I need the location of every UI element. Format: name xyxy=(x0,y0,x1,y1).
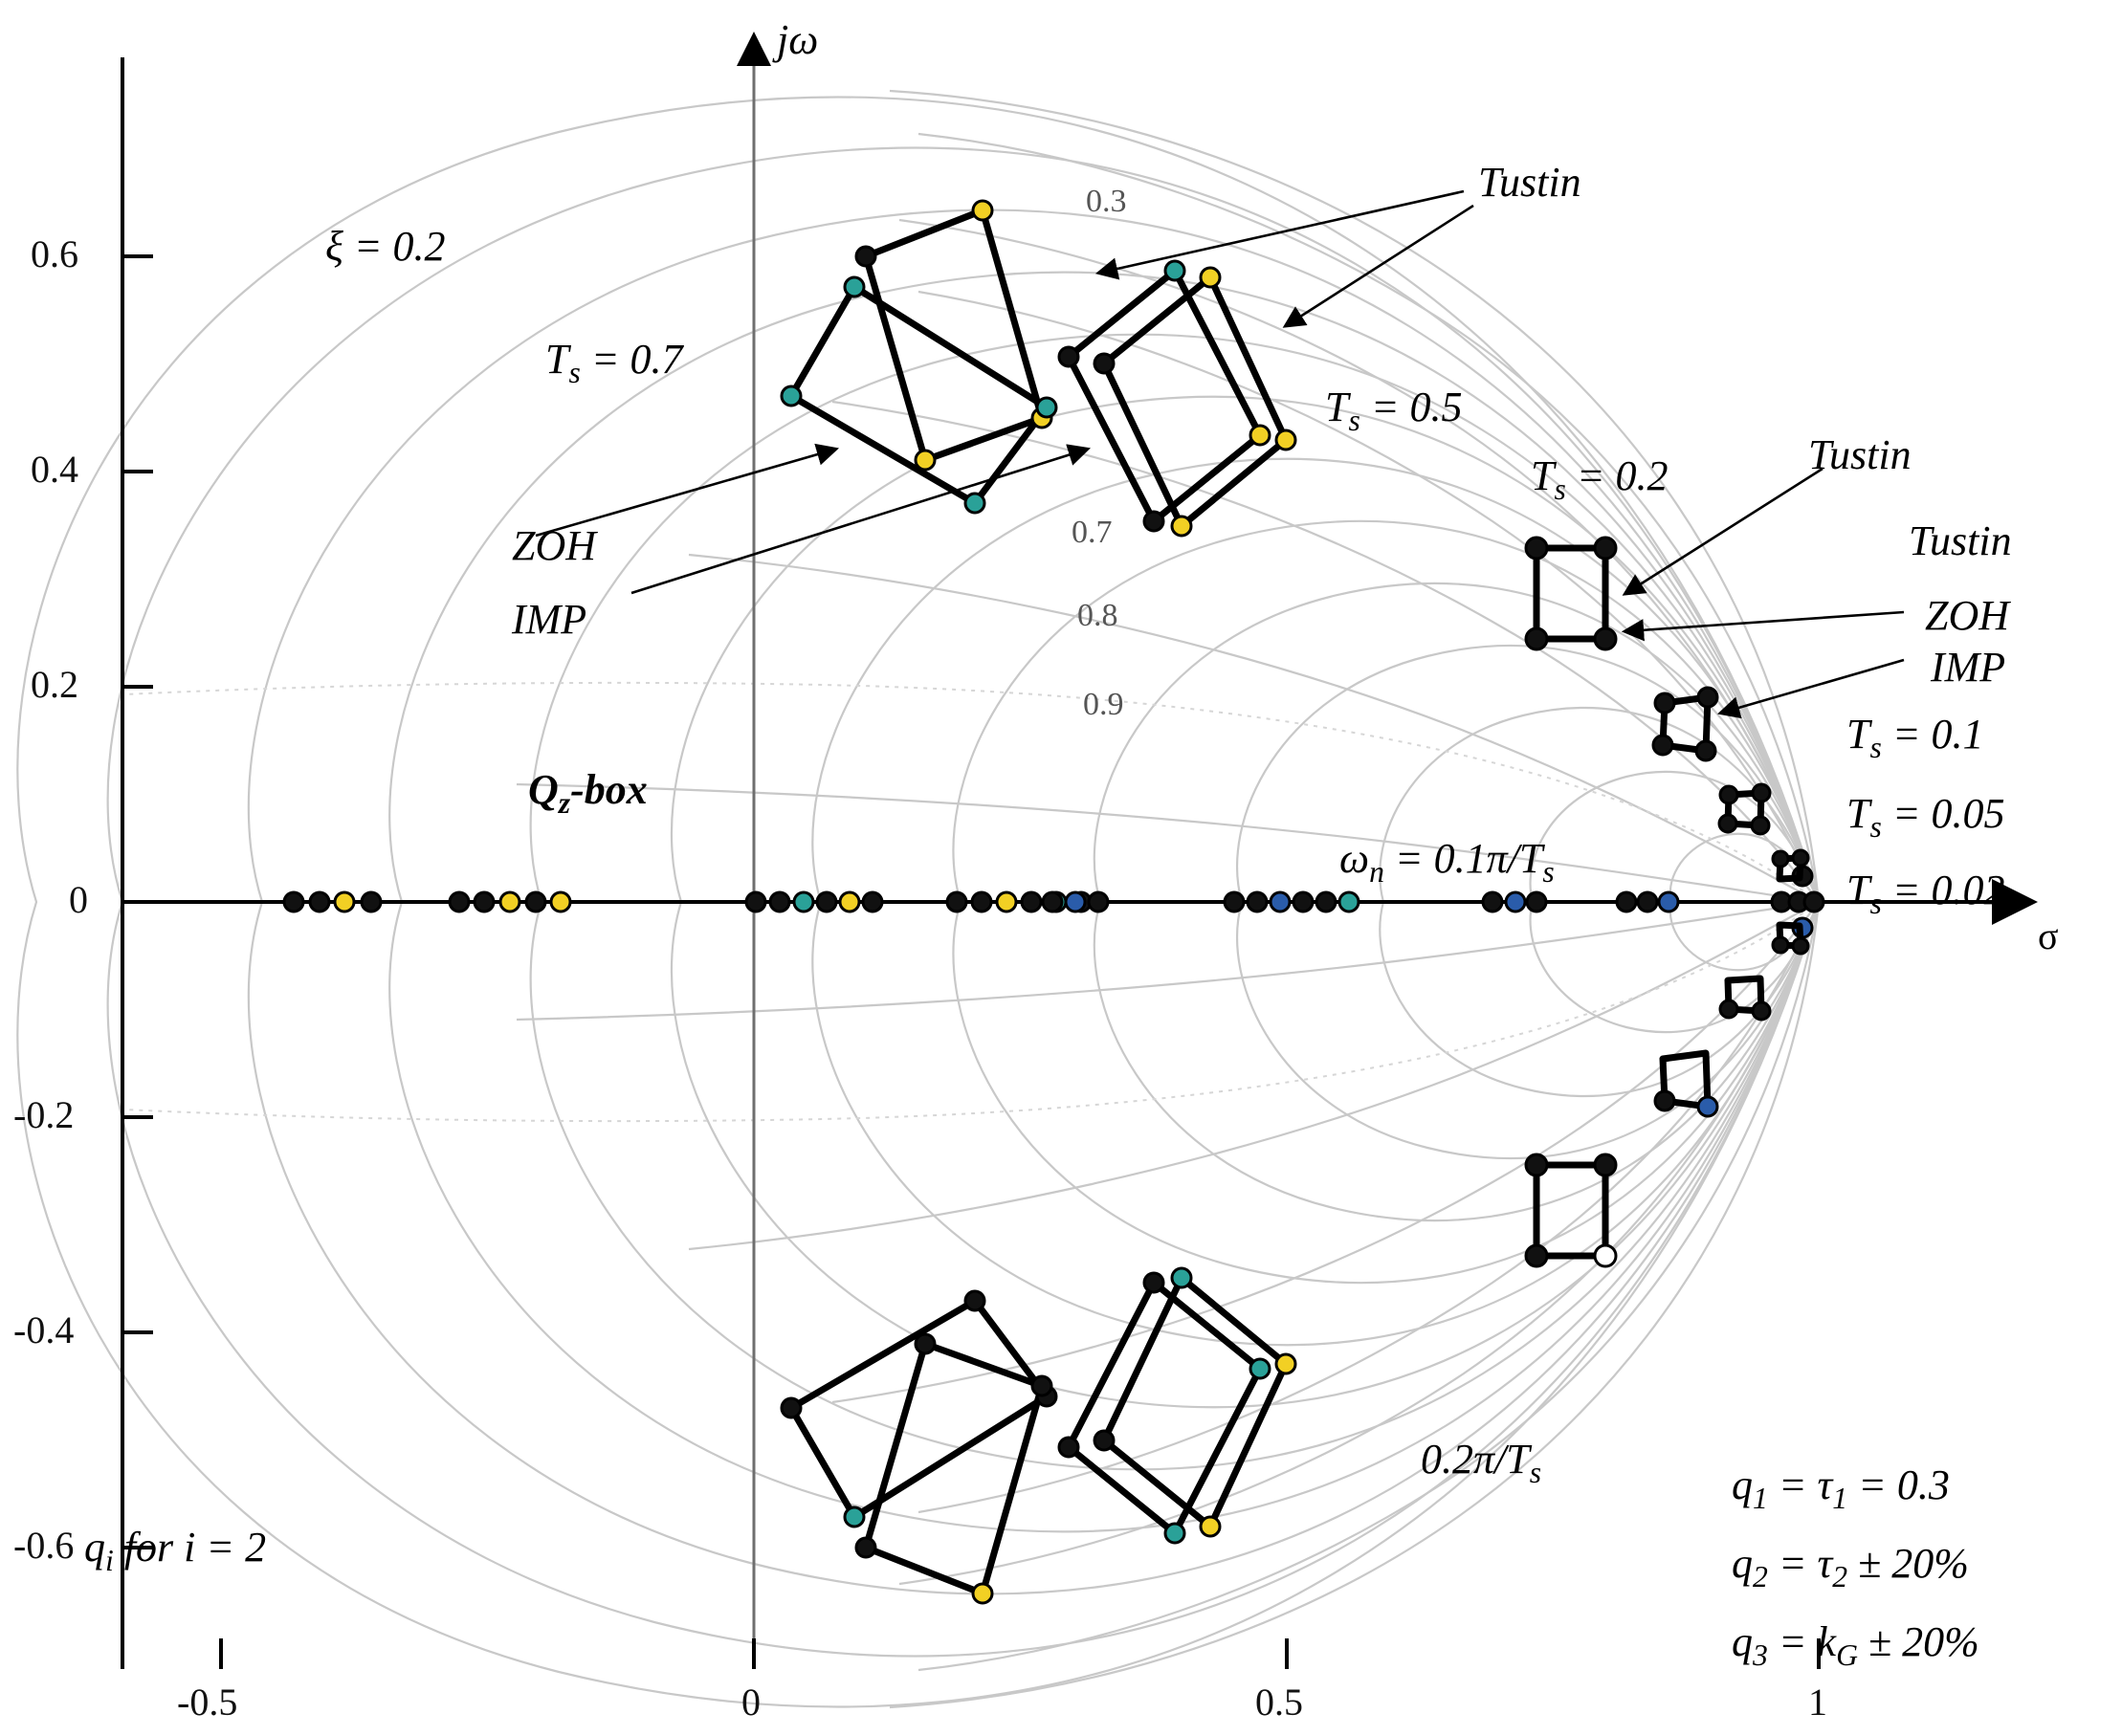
q2-sub2: 2 xyxy=(1832,1559,1848,1593)
freq-0-2pi-label xyxy=(1421,1435,1541,1490)
y-axis-label: jω xyxy=(777,16,819,63)
ts-0-7-label xyxy=(545,335,683,390)
ts-value: = 0.02 xyxy=(1881,867,2005,913)
tustin-label-ts02: Tustin xyxy=(1808,431,1912,478)
qz-q: Q xyxy=(528,766,559,813)
zoh-label-left: ZOH xyxy=(512,522,597,569)
ytick-0-6: 0.6 xyxy=(31,232,78,275)
ytick-neg0-4: -0.4 xyxy=(13,1308,75,1351)
qi-sub: i xyxy=(105,1543,114,1577)
ts-symbol: T xyxy=(1846,867,1870,913)
freq-text: 0.2π/T xyxy=(1421,1436,1530,1483)
ts-subscript: s xyxy=(1554,472,1566,506)
ts-symbol: T xyxy=(1846,790,1870,837)
grid-label-0-7: 0.7 xyxy=(1072,515,1113,550)
ts-0-1-label xyxy=(1846,710,1984,765)
q1-label xyxy=(1732,1461,1950,1516)
x-axis-label: σ xyxy=(2038,914,2059,957)
ytick-neg0-2: -0.2 xyxy=(13,1093,75,1136)
ts-subscript: s xyxy=(1869,730,1882,764)
q1-q: q xyxy=(1732,1461,1753,1508)
imp-label-right: IMP xyxy=(1931,644,2006,691)
q2-sub: 2 xyxy=(1753,1559,1768,1593)
xtick-1: 1 xyxy=(1808,1681,1827,1724)
ts-value: = 0.7 xyxy=(580,336,683,383)
ts-symbol: T xyxy=(1846,711,1870,758)
xtick-0: 0 xyxy=(741,1681,761,1724)
ytick-0: 0 xyxy=(69,878,88,921)
omega-ts-sub: s xyxy=(1542,854,1555,889)
qz-rest: -box xyxy=(570,766,648,813)
ts-symbol: T xyxy=(1325,384,1349,430)
q3-q: q xyxy=(1732,1618,1753,1665)
freq-sub: s xyxy=(1529,1455,1542,1489)
q1-sub: 1 xyxy=(1753,1481,1768,1515)
ts-value: = 0.2 xyxy=(1565,452,1669,499)
ts-subscript: s xyxy=(1869,809,1882,844)
axis-lines xyxy=(122,40,2026,1669)
qz-box-label xyxy=(528,765,648,821)
ts-value: = 0.1 xyxy=(1881,711,1984,758)
zoh-label-right: ZOH xyxy=(1925,592,2010,639)
ts-subscript: s xyxy=(1869,886,1882,920)
omega-symbol: ω xyxy=(1339,835,1370,882)
omega-sub: n xyxy=(1369,854,1384,889)
ts-symbol: T xyxy=(1531,452,1555,499)
omega-value: = 0.1π/T xyxy=(1383,835,1543,882)
xtick-neg0-5: -0.5 xyxy=(177,1681,238,1724)
qi-q: q xyxy=(84,1524,105,1571)
q3-rest: = k xyxy=(1767,1618,1837,1665)
q3-label xyxy=(1732,1617,1979,1673)
q3-val: ± 20% xyxy=(1857,1618,1979,1665)
ts-0-02-label xyxy=(1846,866,2005,921)
ytick-neg0-6: -0.6 xyxy=(13,1524,75,1567)
q2-label xyxy=(1732,1539,1969,1594)
ts-0-5-label xyxy=(1325,383,1463,438)
tustin-label-ts01: Tustin xyxy=(1909,517,2012,564)
ytick-0-4: 0.4 xyxy=(31,448,78,491)
q1-rest: = τ xyxy=(1767,1461,1833,1508)
grid-label-0-3: 0.3 xyxy=(1086,184,1127,219)
qi-rest: for i = 2 xyxy=(113,1524,267,1571)
q2-q: q xyxy=(1732,1540,1753,1587)
omega-n-label xyxy=(1339,834,1555,890)
q3-sub2: G xyxy=(1836,1637,1858,1672)
qi-for-label xyxy=(84,1523,266,1578)
ts-value: = 0.05 xyxy=(1881,790,2005,837)
ts-subscript: s xyxy=(1348,403,1360,437)
tustin-label-ts07: Tustin xyxy=(1478,159,1581,206)
grid-label-0-8: 0.8 xyxy=(1077,598,1118,633)
grid-label-0-9: 0.9 xyxy=(1083,687,1124,722)
ts-0-05-label xyxy=(1846,789,2005,845)
xtick-0-5: 0.5 xyxy=(1255,1681,1303,1724)
imp-label-left: IMP xyxy=(512,596,587,643)
qz-sub: z xyxy=(558,785,571,820)
ts-subscript: s xyxy=(568,355,581,389)
ts-0-2-label xyxy=(1531,451,1669,507)
ts-symbol: T xyxy=(545,336,569,383)
q1-val: = 0.3 xyxy=(1847,1461,1950,1508)
q3-sub: 3 xyxy=(1753,1637,1768,1672)
q2-val: ± 20% xyxy=(1847,1540,1969,1587)
zeta-label: ξ = 0.2 xyxy=(325,223,446,270)
ts-value: = 0.5 xyxy=(1359,384,1463,430)
ytick-0-2: 0.2 xyxy=(31,663,78,706)
q1-sub2: 1 xyxy=(1832,1481,1848,1515)
q2-rest: = τ xyxy=(1767,1540,1833,1587)
